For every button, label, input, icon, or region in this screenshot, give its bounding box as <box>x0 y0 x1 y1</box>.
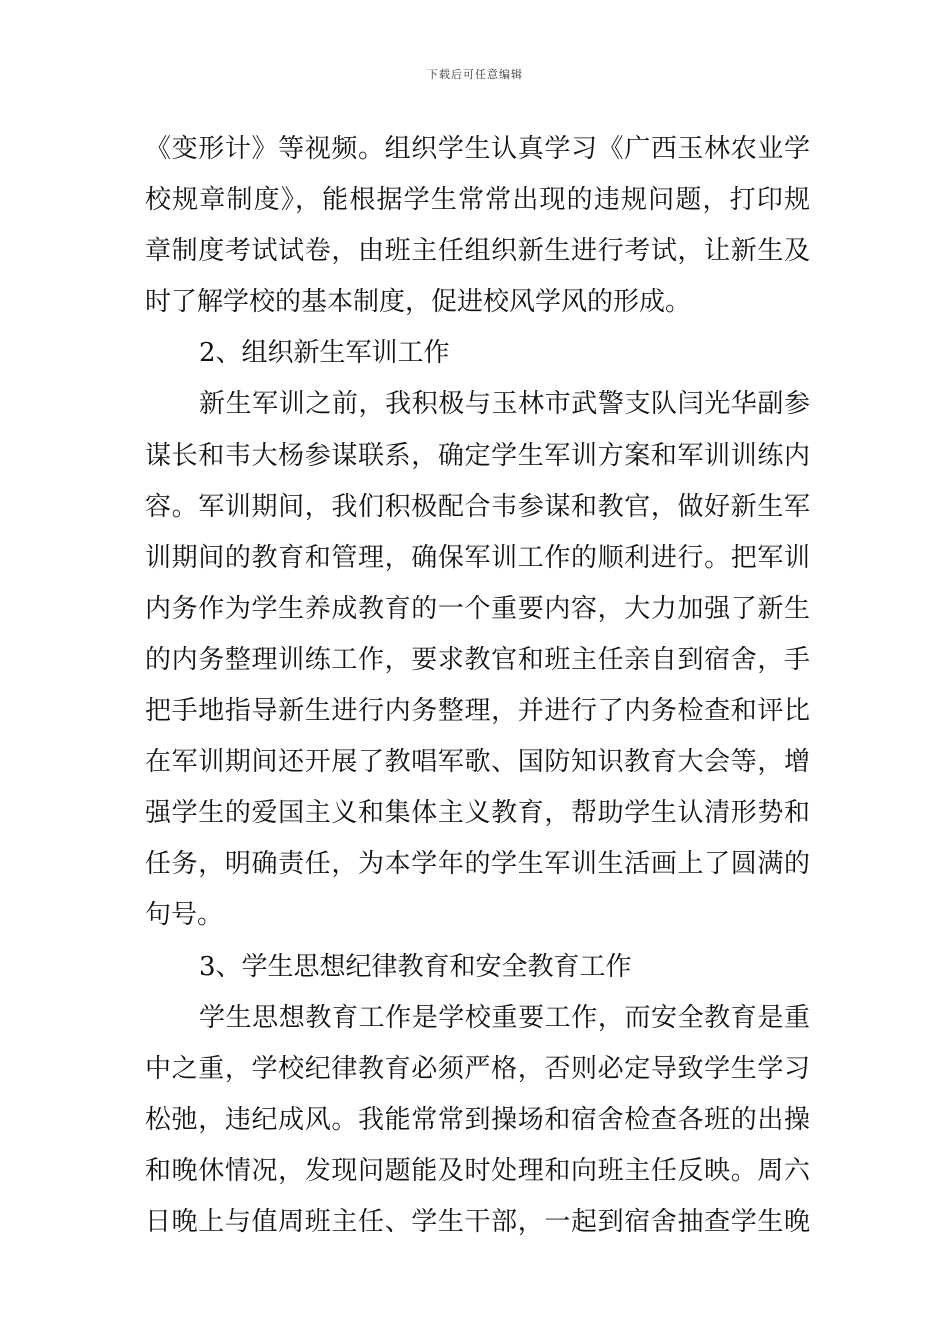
text-line: 容。军训期间，我们积极配合韦参谋和教官，做好新生军 <box>145 491 810 522</box>
section-heading: 3、学生思想纪律教育和安全教育工作 <box>199 951 632 982</box>
text-line: 把手地指导新生进行内务整理，并进行了内务检查和评比 <box>145 696 810 727</box>
page-header-note: 下载后可任意编辑 <box>427 68 523 81</box>
section-heading: 2、组织新生军训工作 <box>199 338 450 369</box>
text-line: 句号。 <box>145 900 224 931</box>
text-line: 《变形计》等视频。组织学生认真学习《广西玉林农业学 <box>145 134 810 164</box>
text-line: 新生军训之前，我积极与玉林市武警支队闫光华副参 <box>199 389 810 420</box>
text-line: 松弛，违纪成风。我能常常到操场和宿舍检查各班的出操 <box>145 1104 810 1135</box>
text-line: 在军训期间还开展了教唱军歌、国防知识教育大会等，增 <box>145 747 810 778</box>
text-line: 训期间的教育和管理，确保军训工作的顺利进行。把军训 <box>145 542 810 573</box>
text-line: 任务，明确责任，为本学年的学生军训生活画上了圆满的 <box>145 849 810 880</box>
text-line: 日晚上与值周班主任、学生干部，一起到宿舍抽查学生晚 <box>145 1206 810 1237</box>
text-line: 学生思想教育工作是学校重要工作，而安全教育是重 <box>199 1002 810 1033</box>
text-line: 强学生的爱国主义和集体主义教育，帮助学生认清形势和 <box>145 798 810 829</box>
text-line: 谋长和韦大杨参谋联系，确定学生军训方案和军训训练内 <box>145 440 810 471</box>
text-line: 的内务整理训练工作，要求教官和班主任亲自到宿舍，手 <box>145 644 810 675</box>
text-line: 中之重，学校纪律教育必须严格，否则必定导致学生学习 <box>145 1053 810 1084</box>
text-line: 章制度考试试卷，由班主任组织新生进行考试，让新生及 <box>145 236 810 267</box>
text-line: 时了解学校的基本制度，促进校风学风的形成。 <box>145 287 692 318</box>
text-line: 和晚休情况，发现问题能及时处理和向班主任反映。周六 <box>145 1155 810 1186</box>
document-body <box>145 124 810 1248</box>
text-line: 校规章制度》，能根据学生常常出现的违规问题，打印规 <box>145 185 810 216</box>
text-line: 内务作为学生养成教育的一个重要内容，大力加强了新生 <box>145 593 810 624</box>
